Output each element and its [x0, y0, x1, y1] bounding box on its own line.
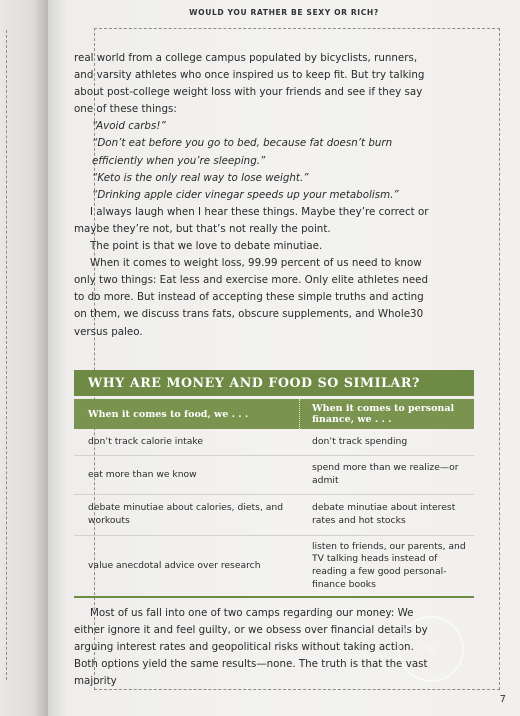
running-head: WOULD YOU RATHER BE SEXY OR RICH? [189, 8, 379, 17]
header-food: When it comes to food, we . . . [74, 399, 300, 429]
cell-food: value anecdotal advice over research [88, 559, 261, 571]
table-row [74, 429, 474, 455]
comparison-sidebar [74, 370, 474, 598]
watermark-logo-icon: ◎ [425, 643, 437, 655]
paragraph-point: The point is that we love to debate minutiae. [90, 240, 323, 253]
quote-1: “Avoid carbs!” [92, 120, 166, 133]
table-row [74, 535, 474, 596]
paragraph-laugh: I always laugh when I hear these things. Maybe they’re correct or maybe they’re not, but that’s not really the point. [74, 205, 429, 235]
cell-food: don’t track calorie intake [88, 435, 204, 447]
facing-page-border [6, 30, 7, 680]
quote-2: “Don’t eat before you go to bed, because fat doesn’t burn efficiently when you’re sleeping.” [92, 137, 393, 167]
quote-3: “Keto is the only real way to lose weight.” [92, 171, 309, 184]
quote-4: “Drinking apple cider vinegar speeds up your metabolism.” [92, 188, 399, 201]
sidebar-title: WHY ARE MONEY AND FOOD SO SIMILAR? [74, 370, 474, 396]
body-text-top [74, 50, 434, 341]
intro-paragraph: real world from a college campus populated by bicyclists, runners, and varsity athletes who once inspired us to keep fit. But try talking about post-college weight loss with your friends and see if they say one of these things: [74, 52, 425, 116]
sidebar-rows [74, 429, 474, 598]
paragraph-weight-loss: When it comes to weight loss, 99.99 percent of us need to know only two things: Eat less and exercise more. Only elite athletes need to do more. But instead of accepting these simple truths and acting on them, we discuss trans fats, obscure supplements, and Whole30 versus paleo. [74, 257, 429, 338]
header-money: When it comes to personal finance, we . . . [312, 403, 455, 425]
closing-paragraph: Most of us fall into one of two camps regarding our money: We either ignore it and feel guilty, or we obsess over financial details by arguing interest rates and geopolitical risks without taking action. Both options yield the same results—none. The truth is that the vast majority [74, 607, 428, 688]
table-row [74, 455, 474, 494]
cell-money: debate minutiae about interest rates and hot stocks [312, 502, 456, 526]
sidebar-header-row [74, 399, 474, 429]
cell-money: don’t track spending [312, 435, 408, 447]
cell-money: listen to friends, our parents, and TV talking heads instead of reading a few good personal-finance books [312, 540, 466, 590]
cell-money: spend more than we realize—or admit [312, 462, 459, 486]
cell-food: eat more than we know [88, 468, 197, 480]
table-row [74, 494, 474, 535]
body-text-bottom [74, 605, 434, 690]
cell-food: debate minutiae about calories, diets, and workouts [88, 502, 284, 526]
page-number: 7 [499, 694, 506, 705]
facing-page-edge [0, 0, 48, 716]
